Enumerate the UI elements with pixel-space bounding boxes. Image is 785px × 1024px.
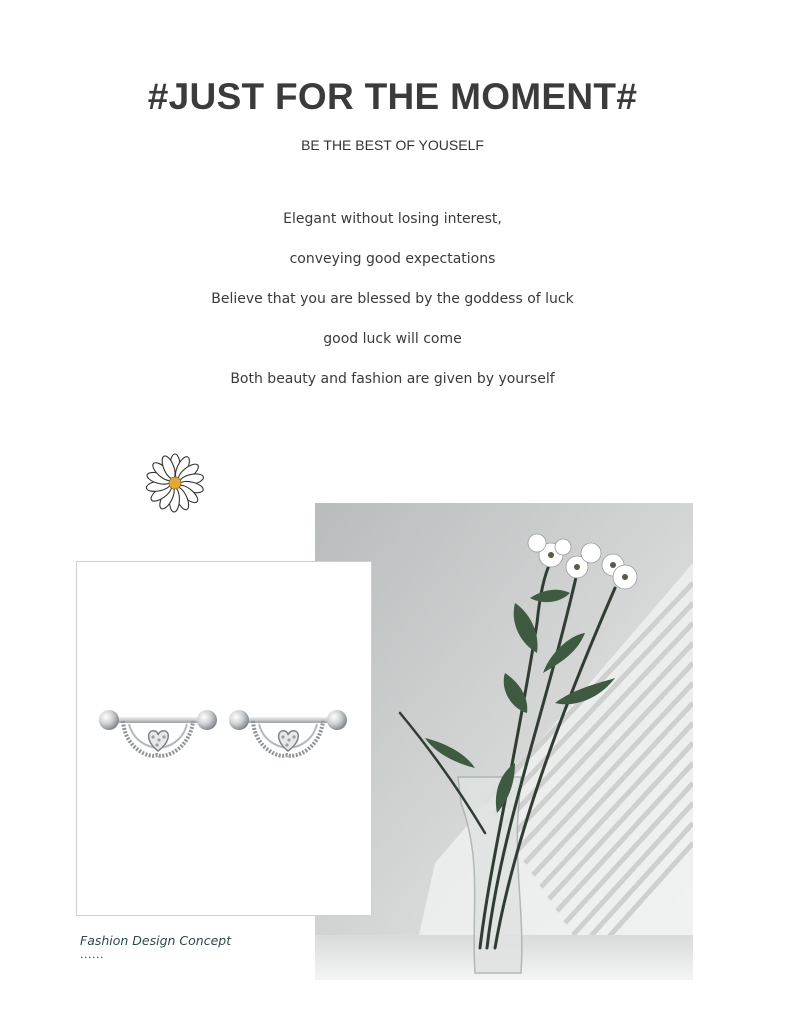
caption-dots: ......: [80, 948, 104, 961]
heart-barbell-earrings: [95, 697, 355, 767]
page-headline: #JUST FOR THE MOMENT#: [147, 76, 638, 117]
intro-line: Both beauty and fashion are given by yourself: [230, 371, 555, 387]
intro-line: Elegant without losing interest,: [283, 211, 502, 227]
design-concept-caption: Fashion Design Concept: [80, 933, 232, 948]
product-image-card: [76, 561, 372, 916]
intro-line: Believe that you are blessed by the goddess of luck: [211, 291, 574, 307]
intro-line: conveying good expectations: [289, 251, 496, 267]
daisy-icon: [142, 452, 208, 514]
intro-line: good luck will come: [323, 331, 462, 347]
page-subheadline: BE THE BEST OF YOUSELF: [301, 137, 484, 153]
